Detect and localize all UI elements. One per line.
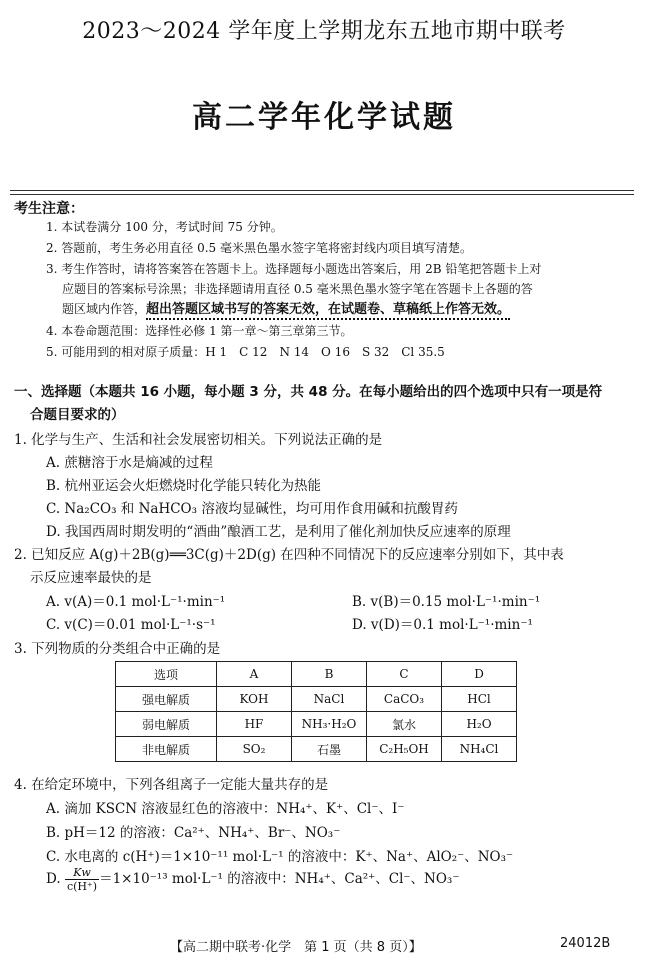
notice-item-3-cont: 应题目的答案标号涂黑；非选择题请用直径 0.5 毫米黑色墨水签字笔在答题卡上各题的答 [62, 282, 533, 296]
divider [10, 194, 634, 195]
notice-item-3-tail: 题区域内作答， [62, 302, 147, 316]
q2-option-a: A. v(A)＝0.1 mol·L⁻¹·min⁻¹ [46, 594, 226, 610]
table-cell: B [292, 662, 367, 687]
table-cell: 石墨 [292, 737, 367, 762]
paper-code: 24012B [560, 936, 611, 951]
q4-option-c: C. 水电离的 c(H⁺)＝1×10⁻¹¹ mol·L⁻¹ 的溶液中：K⁺、Na⁺、AlO₂⁻、NO₃⁻ [46, 849, 514, 865]
table-cell: KOH [217, 687, 292, 712]
notice-item-3: 3. 考生作答时，请将答案答在答题卡上。选择题每小题选出答案后，用 2B 铅笔把答题卡上对 [46, 262, 542, 276]
notice-item-3-end [62, 301, 510, 318]
q1-option-a: A. 蔗糖溶于水是熵减的过程 [46, 455, 213, 471]
paper-title: 高二学年化学试题 [192, 100, 456, 135]
table-cell: SO₂ [217, 737, 292, 762]
question-2-stem-cont: 示反应速率最快的是 [30, 570, 152, 586]
question-1-stem: 1. 化学与生产、生活和社会发展密切相关。下列说法正确的是 [14, 432, 383, 448]
exam-title: 2023～2024 学年度上学期龙东五地市期中联考 [82, 19, 566, 44]
table-cell: HF [217, 712, 292, 737]
question-2-stem: 2. 已知反应 A(g)＋2B(g)══3C(g)＋2D(g) 在四种不同情况下的反应速率分别如下，其中表 [14, 547, 564, 563]
kw-fraction [65, 866, 99, 893]
table-row [116, 737, 517, 762]
table-row [116, 687, 517, 712]
q2-option-d: D. v(D)＝0.1 mol·L⁻¹·min⁻¹ [352, 617, 533, 633]
fraction-numerator: Kw [65, 866, 99, 880]
table-cell: NaCl [292, 687, 367, 712]
table-cell: C₂H₅OH [367, 737, 442, 762]
notice-item-1: 1. 本试卷满分 100 分，考试时间 75 分钟。 [46, 220, 283, 234]
q1-option-b: B. 杭州亚运会火炬燃烧时化学能只转化为热能 [46, 478, 322, 494]
notice-heading: 考生注意： [14, 201, 84, 217]
q2-option-c: C. v(C)＝0.01 mol·L⁻¹·s⁻¹ [46, 617, 216, 633]
page-footer: 【高二期中联考·化学 第 1 页（共 8 页）】 [170, 940, 422, 955]
table-cell: 选项 [116, 662, 217, 687]
fraction-denominator: c(H⁺) [66, 880, 98, 893]
q4-option-d [46, 866, 459, 893]
divider [10, 190, 634, 191]
q2-option-b: B. v(B)＝0.15 mol·L⁻¹·min⁻¹ [352, 594, 541, 610]
table-row [116, 712, 517, 737]
notice-item-4: 4. 本卷命题范围：选择性必修 1 第一章～第三章第三节。 [46, 324, 353, 338]
table-cell: D [442, 662, 517, 687]
classification-table [115, 661, 517, 762]
section-heading: 一、选择题（本题共 16 小题，每小题 3 分，共 48 分。在每小题给出的四个选项中只有一项是符 [14, 384, 603, 400]
notice-item-2: 2. 答题前，考生务必用直径 0.5 毫米黑色墨水签字笔将密封线内项目填写清楚。 [46, 241, 472, 255]
q4-option-d-text: ＝1×10⁻¹³ mol·L⁻¹ 的溶液中：NH₄⁺、Ca²⁺、Cl⁻、NO₃⁻ [99, 871, 460, 887]
question-4-stem: 4. 在给定环境中，下列各组离子一定能大量共存的是 [14, 777, 329, 793]
table-cell: 弱电解质 [116, 712, 217, 737]
notice-emphasis: 超出答题区域书写的答案无效，在试题卷、草稿纸上作答无效。 [146, 302, 510, 320]
table-cell: NH₄Cl [442, 737, 517, 762]
q1-option-c: C. Na₂CO₃ 和 NaHCO₃ 溶液均显碱性，均可用作食用碱和抗酸胃药 [46, 501, 458, 517]
table-cell: HCl [442, 687, 517, 712]
table-cell: 强电解质 [116, 687, 217, 712]
table-cell: CaCO₃ [367, 687, 442, 712]
notice-item-5: 5. 可能用到的相对原子质量：H 1 C 12 N 14 O 16 S 32 Cl 35.5 [46, 345, 445, 359]
table-cell: NH₃·H₂O [292, 712, 367, 737]
q4-option-d-label: D. [46, 871, 61, 887]
table-cell: C [367, 662, 442, 687]
q1-option-d: D. 我国西周时期发明的“酒曲”酿酒工艺，是利用了催化剂加快反应速率的原理 [46, 524, 511, 540]
table-cell: A [217, 662, 292, 687]
table-cell: 氯水 [367, 712, 442, 737]
section-heading-cont: 合题目要求的） [30, 407, 125, 423]
q4-option-a: A. 滴加 KSCN 溶液显红色的溶液中：NH₄⁺、K⁺、Cl⁻、I⁻ [46, 801, 405, 817]
table-row [116, 662, 517, 687]
q4-option-b: B. pH＝12 的溶液：Ca²⁺、NH₄⁺、Br⁻、NO₃⁻ [46, 825, 341, 841]
question-3-stem: 3. 下列物质的分类组合中正确的是 [14, 641, 221, 657]
table-cell: H₂O [442, 712, 517, 737]
table-cell: 非电解质 [116, 737, 217, 762]
